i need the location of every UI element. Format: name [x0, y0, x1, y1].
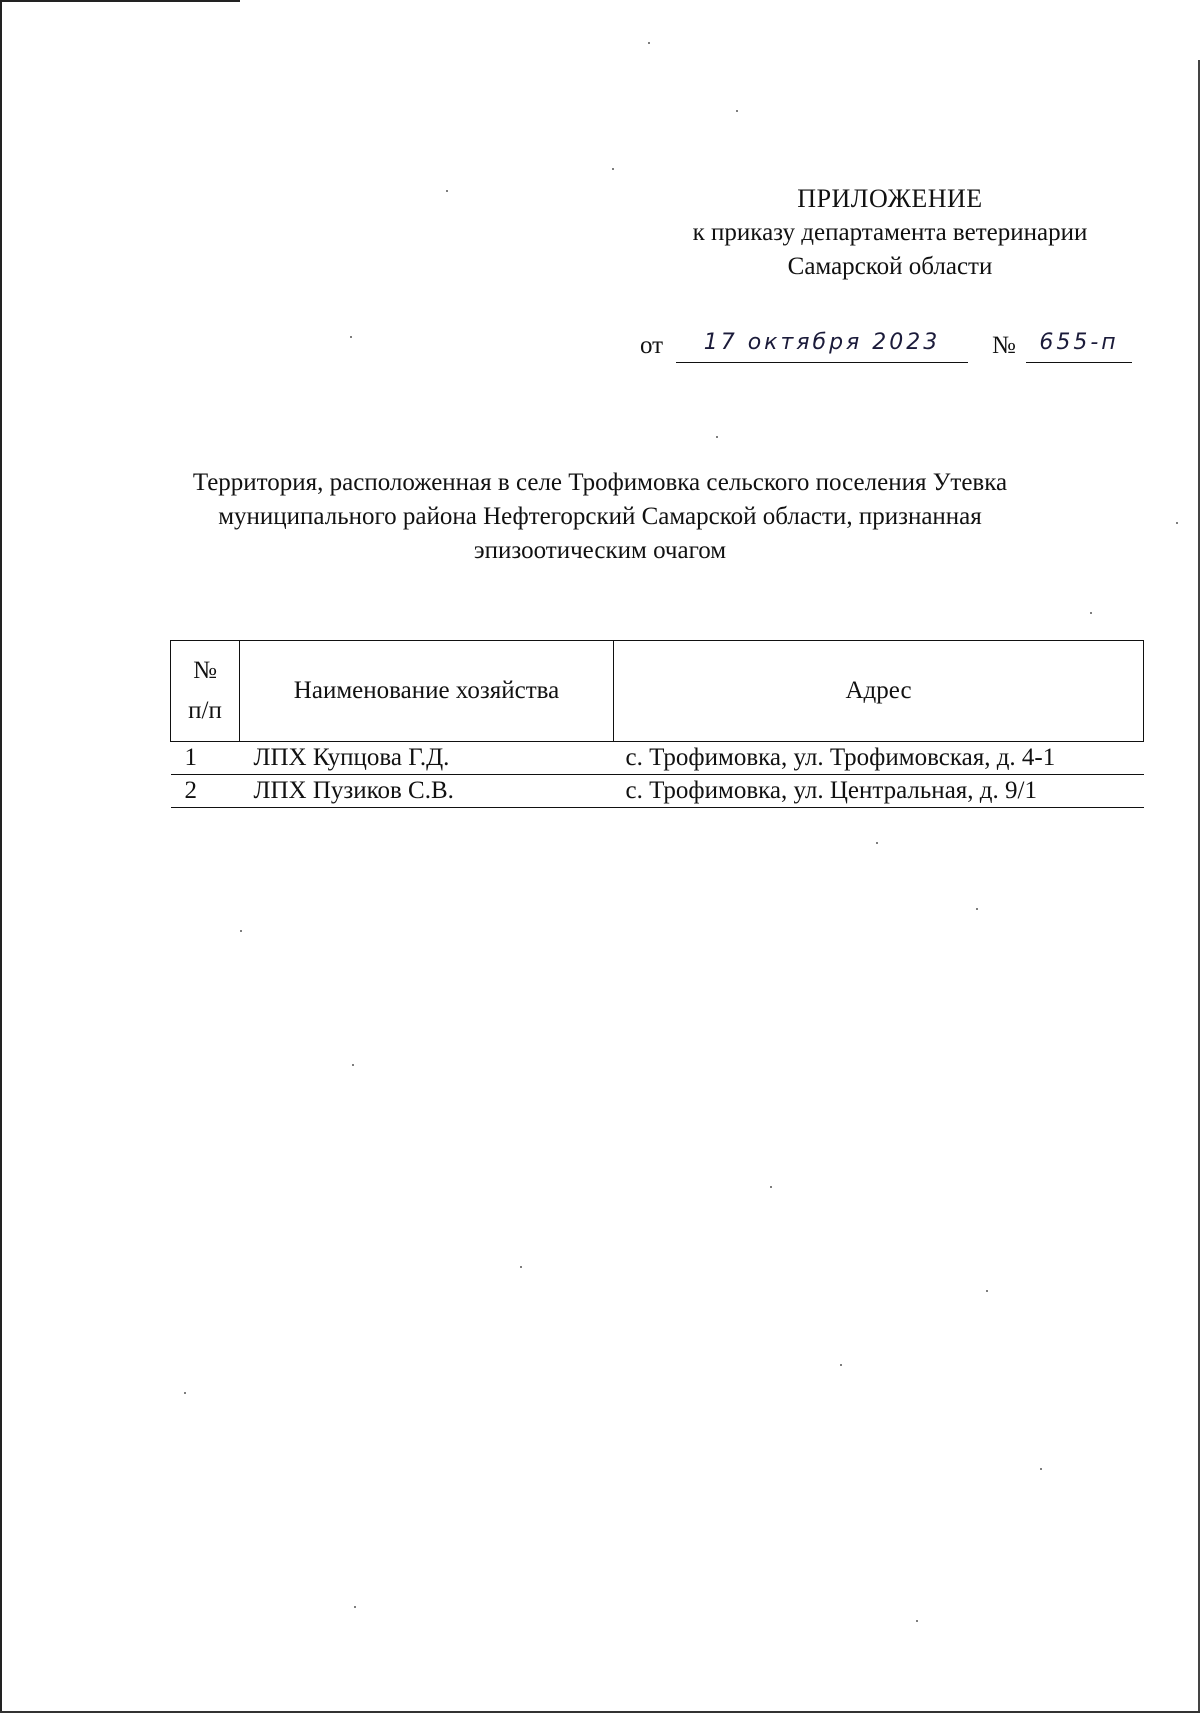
header-number-symbol: №: [193, 657, 217, 684]
scan-speck: [716, 436, 718, 438]
row-address: с. Трофимовка, ул. Центральная, д. 9/1: [614, 775, 1144, 808]
scan-speck: [840, 1364, 842, 1366]
order-line: [640, 328, 1140, 368]
document-title-line: муниципального района Нефтегорский Самарской области, признанная: [218, 503, 982, 530]
scan-speck: [736, 110, 738, 112]
scan-speck: [184, 1392, 186, 1394]
document-title: [150, 466, 1050, 568]
row-household-name: ЛПХ Пузиков С.В.: [240, 775, 614, 808]
order-number-handwritten: 655-п: [1026, 328, 1132, 363]
households-table: [170, 640, 1143, 808]
approval-line-region: Самарской области: [787, 253, 993, 280]
scan-speck: [876, 842, 878, 844]
scan-speck: [350, 336, 352, 338]
scan-speck: [446, 190, 448, 192]
document-title-line: эпизоотическим очагом: [473, 537, 727, 564]
scan-speck: [648, 42, 650, 44]
scan-speck: [612, 168, 614, 170]
scan-speck: [1176, 522, 1178, 524]
approval-title: ПРИЛОЖЕНИЕ: [797, 184, 983, 213]
scan-speck: [1040, 1468, 1042, 1470]
header-address: Адрес: [614, 641, 1144, 742]
table-row: [171, 775, 1144, 808]
approval-block: [640, 182, 1140, 284]
row-number: 2: [171, 775, 240, 808]
approval-line-order: к приказу департамента ветеринарии: [692, 219, 1088, 246]
scan-speck: [1090, 612, 1092, 614]
scan-speck: [352, 1064, 354, 1066]
order-number-prefix: №: [992, 332, 1016, 359]
scan-edge-left: [0, 0, 2, 1713]
scan-speck: [770, 1186, 772, 1188]
order-date-handwritten: 17 октября 2023: [676, 328, 968, 363]
table-row: [171, 742, 1144, 775]
scan-speck: [916, 1620, 918, 1622]
header-number: [171, 641, 240, 742]
document-title-line: Территория, расположенная в селе Трофимовка сельского поселения Утевка: [192, 469, 1008, 496]
header-household-name: Наименование хозяйства: [240, 641, 614, 742]
scan-speck: [520, 1266, 522, 1268]
scan-speck: [986, 1290, 988, 1292]
row-number: 1: [171, 742, 240, 775]
order-date-prefix: от: [640, 332, 664, 359]
scan-speck: [976, 908, 978, 910]
scan-speck: [354, 1606, 356, 1608]
row-household-name: ЛПХ Купцова Г.Д.: [240, 742, 614, 775]
row-address: с. Трофимовка, ул. Трофимовская, д. 4-1: [614, 742, 1144, 775]
scan-speck: [240, 930, 242, 932]
scan-edge-top: [0, 0, 240, 2]
header-number-abbrev: п/п: [188, 697, 222, 724]
table-header-row: [171, 641, 1144, 742]
